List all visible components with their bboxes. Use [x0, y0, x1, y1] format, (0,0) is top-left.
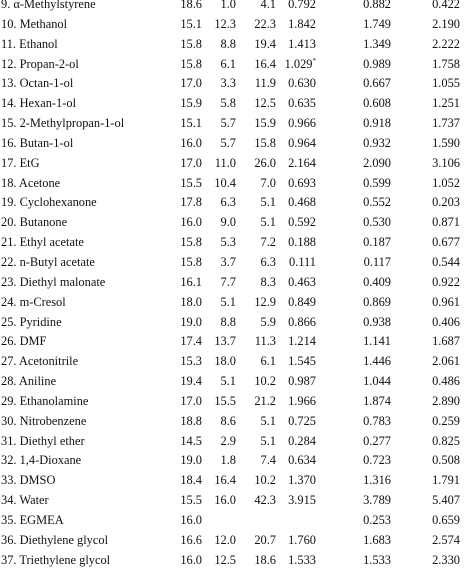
delta-h-cell: 10.2 [254, 374, 276, 389]
delta-h-cell: 22.3 [254, 16, 276, 31]
distance-rb-cell: 1.141 [363, 334, 391, 349]
distance-rc-cell: 1.758 [432, 56, 460, 71]
solvent-name-cell: 30. Nitrobenzene [1, 413, 87, 428]
delta-h-cell: 6.1 [260, 354, 276, 369]
delta-d-cell: 17.4 [180, 334, 202, 349]
distance-ra-cell: 0.866 [288, 314, 316, 329]
delta-h-cell: 7.4 [260, 453, 276, 468]
delta-h-cell: 42.3 [254, 493, 276, 508]
distance-rb-cell: 0.277 [363, 433, 391, 448]
distance-rc-cell: 1.052 [432, 175, 460, 190]
distance-ra-cell: 0.463 [288, 274, 316, 289]
table-row [0, 491, 474, 511]
distance-ra-cell: 0.987 [288, 374, 316, 389]
delta-p-cell: 5.1 [220, 374, 236, 389]
distance-ra-cell: 0.693 [288, 175, 316, 190]
table-row [0, 412, 474, 432]
delta-d-cell: 15.8 [180, 56, 202, 71]
distance-rb-cell: 1.533 [363, 552, 391, 567]
distance-ra-cell: 0.964 [288, 135, 316, 150]
delta-d-cell: 16.0 [180, 512, 202, 527]
delta-h-cell: 7.2 [260, 235, 276, 250]
distance-rb-cell: 1.316 [363, 473, 391, 488]
solvent-name-cell: 22. n-Butyl acetate [1, 254, 95, 269]
solvent-name-cell: 29. Ethanolamine [1, 393, 89, 408]
delta-p-cell: 1.8 [220, 453, 236, 468]
distance-rb-cell: 0.723 [363, 453, 391, 468]
distance-rc-cell: 1.251 [432, 96, 460, 111]
distance-ra-cell: 1.029* [284, 56, 316, 71]
delta-h-cell: 5.9 [260, 314, 276, 329]
delta-p-cell: 7.7 [220, 274, 236, 289]
distance-rc-cell: 0.961 [432, 294, 460, 309]
distance-ra-cell: 0.111 [289, 254, 316, 269]
delta-p-cell: 13.7 [214, 334, 236, 349]
distance-rc-cell: 0.677 [432, 235, 460, 250]
delta-p-cell: 8.8 [220, 36, 236, 51]
solvent-name-cell: 26. DMF [1, 334, 47, 349]
delta-p-cell: 3.7 [220, 254, 236, 269]
delta-h-cell: 12.5 [254, 96, 276, 111]
delta-d-cell: 16.6 [180, 532, 202, 547]
distance-ra-cell: 1.413 [288, 36, 316, 51]
table-row [0, 392, 474, 412]
delta-d-cell: 15.9 [180, 96, 202, 111]
delta-h-cell: 26.0 [254, 155, 276, 170]
distance-rc-cell: 0.508 [432, 453, 460, 468]
table-row [0, 293, 474, 313]
solvent-name-cell: 19. Cyclohexanone [1, 195, 97, 210]
table-row [0, 253, 474, 273]
delta-p-cell: 6.3 [220, 195, 236, 210]
distance-rc-cell: 2.061 [432, 354, 460, 369]
delta-h-cell: 10.2 [254, 473, 276, 488]
solvent-name-cell: 23. Diethyl malonate [1, 274, 106, 289]
table-row [0, 114, 474, 134]
delta-p-cell: 5.3 [220, 235, 236, 250]
distance-rb-cell: 1.044 [363, 374, 391, 389]
delta-p-cell: 5.8 [220, 96, 236, 111]
distance-rc-cell: 2.330 [432, 552, 460, 567]
delta-d-cell: 18.0 [180, 294, 202, 309]
distance-ra-cell: 0.725 [288, 413, 316, 428]
table-row [0, 511, 474, 531]
table-row [0, 372, 474, 392]
delta-d-cell: 17.0 [180, 76, 202, 91]
solvent-name-cell: 27. Acetonitrile [1, 354, 79, 369]
delta-p-cell: 12.5 [214, 552, 236, 567]
distance-rc-cell: 3.106 [432, 155, 460, 170]
table-row [0, 531, 474, 551]
distance-ra-cell: 0.630 [288, 76, 316, 91]
delta-p-cell: 10.4 [214, 175, 236, 190]
delta-d-cell: 16.0 [180, 552, 202, 567]
solvent-name-cell: 24. m-Cresol [1, 294, 66, 309]
solvent-name-cell: 37. Triethylene glycol [1, 552, 111, 567]
solvent-name-cell: 11. Ethanol [1, 36, 58, 51]
distance-ra-cell: 0.792 [288, 0, 316, 11]
delta-d-cell: 19.4 [180, 374, 202, 389]
table-row [0, 193, 474, 213]
delta-d-cell: 19.0 [180, 453, 202, 468]
table-row [0, 273, 474, 293]
distance-rc-cell: 0.871 [432, 215, 460, 230]
table-row [0, 154, 474, 174]
solvent-name-cell: 9. α-Methylstyrene [1, 0, 96, 11]
distance-rb-cell: 0.599 [363, 175, 391, 190]
distance-rb-cell: 1.446 [363, 354, 391, 369]
table-row [0, 55, 474, 75]
delta-d-cell: 16.1 [180, 274, 202, 289]
distance-rc-cell: 0.422 [432, 0, 460, 11]
distance-rb-cell: 0.989 [363, 56, 391, 71]
distance-ra-cell: 1.214 [288, 334, 316, 349]
distance-rc-cell: 2.222 [432, 36, 460, 51]
distance-ra-cell: 1.842 [288, 16, 316, 31]
distance-rc-cell: 0.486 [432, 374, 460, 389]
distance-ra-cell: 0.966 [288, 116, 316, 131]
delta-h-cell: 6.3 [260, 254, 276, 269]
delta-p-cell: 2.9 [220, 433, 236, 448]
distance-ra-cell: 1.545 [288, 354, 316, 369]
delta-d-cell: 15.8 [180, 36, 202, 51]
solvent-name-cell: 36. Diethylene glycol [1, 532, 109, 547]
delta-p-cell: 9.0 [220, 215, 236, 230]
distance-rb-cell: 0.667 [363, 76, 391, 91]
distance-ra-cell: 1.760 [288, 532, 316, 547]
delta-d-cell: 18.6 [180, 0, 202, 11]
distance-ra-cell: 3.915 [288, 493, 316, 508]
delta-d-cell: 15.8 [180, 235, 202, 250]
delta-d-cell: 18.4 [180, 473, 202, 488]
delta-d-cell: 16.0 [180, 135, 202, 150]
delta-d-cell: 14.5 [180, 433, 202, 448]
delta-p-cell: 16.0 [214, 493, 236, 508]
delta-d-cell: 17.0 [180, 393, 202, 408]
delta-h-cell: 5.1 [260, 195, 276, 210]
table-row [0, 213, 474, 233]
distance-rb-cell: 0.187 [363, 235, 391, 250]
table-row [0, 15, 474, 35]
table-row [0, 432, 474, 452]
delta-h-cell: 8.3 [260, 274, 276, 289]
delta-p-cell: 3.3 [220, 76, 236, 91]
distance-rb-cell: 1.749 [363, 16, 391, 31]
distance-rc-cell: 1.737 [432, 116, 460, 131]
delta-h-cell: 5.1 [260, 433, 276, 448]
delta-p-cell: 5.7 [220, 135, 236, 150]
delta-h-cell: 18.6 [254, 552, 276, 567]
distance-rb-cell: 1.874 [363, 393, 391, 408]
distance-rc-cell: 0.406 [432, 314, 460, 329]
solvent-name-cell: 35. EGMEA [1, 512, 64, 527]
distance-rb-cell: 0.608 [363, 96, 391, 111]
distance-ra-cell: 0.284 [288, 433, 316, 448]
distance-rc-cell: 0.659 [432, 512, 460, 527]
table-row [0, 134, 474, 154]
table-row [0, 313, 474, 333]
solvent-name-cell: 21. Ethyl acetate [1, 235, 84, 250]
delta-h-cell: 4.1 [260, 0, 276, 11]
solvent-name-cell: 10. Methanol [1, 16, 68, 31]
distance-ra-cell: 0.635 [288, 96, 316, 111]
distance-rb-cell: 0.552 [363, 195, 391, 210]
distance-rb-cell: 0.869 [363, 294, 391, 309]
solvent-name-cell: 13. Octan-1-ol [1, 76, 74, 91]
distance-rc-cell: 1.590 [432, 135, 460, 150]
solvent-name-cell: 32. 1,4-Dioxane [1, 453, 82, 468]
distance-ra-cell: 0.468 [288, 195, 316, 210]
delta-p-cell: 5.7 [220, 116, 236, 131]
delta-d-cell: 15.3 [180, 354, 202, 369]
delta-d-cell: 18.8 [180, 413, 202, 428]
distance-rc-cell: 2.574 [432, 532, 460, 547]
solvent-name-cell: 12. Propan-2-ol [1, 56, 79, 71]
delta-d-cell: 16.0 [180, 215, 202, 230]
table-row [0, 471, 474, 491]
table-row [0, 94, 474, 114]
distance-ra-cell: 0.849 [288, 294, 316, 309]
table-row [0, 0, 474, 15]
distance-rb-cell: 3.789 [363, 493, 391, 508]
delta-d-cell: 15.5 [180, 493, 202, 508]
distance-rb-cell: 0.918 [363, 116, 391, 131]
footnote-marker: * [312, 56, 316, 65]
solvent-name-cell: 15. 2-Methylpropan-1-ol [1, 116, 125, 131]
distance-ra-cell: 1.533 [288, 552, 316, 567]
distance-rb-cell: 0.409 [363, 274, 391, 289]
delta-d-cell: 15.8 [180, 254, 202, 269]
distance-ra-cell: 1.370 [288, 473, 316, 488]
solvent-name-cell: 28. Aniline [1, 374, 57, 389]
delta-p-cell: 16.4 [214, 473, 236, 488]
delta-h-cell: 12.9 [254, 294, 276, 309]
distance-rb-cell: 0.938 [363, 314, 391, 329]
distance-ra-cell: 0.634 [288, 453, 316, 468]
solvent-name-cell: 33. DMSO [1, 473, 56, 488]
distance-rc-cell: 0.259 [432, 413, 460, 428]
delta-h-cell: 11.9 [254, 76, 276, 91]
delta-h-cell: 21.2 [254, 393, 276, 408]
distance-rc-cell: 0.544 [432, 254, 460, 269]
distance-rc-cell: 0.825 [432, 433, 460, 448]
distance-rb-cell: 1.683 [363, 532, 391, 547]
delta-d-cell: 17.8 [180, 195, 202, 210]
delta-h-cell: 16.4 [254, 56, 276, 71]
solvent-name-cell: 25. Pyridine [1, 314, 62, 329]
delta-h-cell: 5.1 [260, 215, 276, 230]
distance-rc-cell: 1.687 [432, 334, 460, 349]
delta-p-cell: 8.8 [220, 314, 236, 329]
distance-ra-cell: 0.188 [288, 235, 316, 250]
delta-p-cell: 12.3 [214, 16, 236, 31]
delta-d-cell: 15.1 [180, 116, 202, 131]
distance-rb-cell: 0.530 [363, 215, 391, 230]
table-row [0, 451, 474, 471]
distance-rb-cell: 1.349 [363, 36, 391, 51]
delta-p-cell: 8.6 [220, 413, 236, 428]
distance-ra-cell: 0.592 [288, 215, 316, 230]
table-row [0, 174, 474, 194]
delta-h-cell: 15.9 [254, 116, 276, 131]
delta-h-cell: 7.0 [260, 175, 276, 190]
distance-ra-cell: 2.164 [288, 155, 316, 170]
distance-rb-cell: 0.783 [363, 413, 391, 428]
table-row [0, 352, 474, 372]
delta-p-cell: 1.0 [220, 0, 236, 11]
distance-rb-cell: 0.117 [363, 254, 391, 269]
delta-d-cell: 17.0 [180, 155, 202, 170]
table-row [0, 74, 474, 94]
delta-d-cell: 15.5 [180, 175, 202, 190]
solvent-name-cell: 34. Water [1, 493, 49, 508]
delta-h-cell: 11.3 [254, 334, 276, 349]
delta-h-cell: 5.1 [260, 413, 276, 428]
solvent-name-cell: 14. Hexan-1-ol [1, 96, 77, 111]
delta-d-cell: 15.1 [180, 16, 202, 31]
delta-p-cell: 11.0 [214, 155, 236, 170]
delta-h-cell: 19.4 [254, 36, 276, 51]
solvent-name-cell: 20. Butanone [1, 215, 68, 230]
delta-d-cell: 19.0 [180, 314, 202, 329]
distance-rb-cell: 0.932 [363, 135, 391, 150]
distance-rc-cell: 1.055 [432, 76, 460, 91]
distance-rc-cell: 0.203 [432, 195, 460, 210]
table-row [0, 35, 474, 55]
distance-ra-cell: 1.966 [288, 393, 316, 408]
distance-rc-cell: 2.890 [432, 393, 460, 408]
solvent-name-cell: 17. EtG [1, 155, 40, 170]
distance-rc-cell: 1.791 [432, 473, 460, 488]
table-row [0, 233, 474, 253]
table-row [0, 551, 474, 570]
delta-p-cell: 18.0 [214, 354, 236, 369]
distance-rb-cell: 2.090 [363, 155, 391, 170]
table-row [0, 332, 474, 352]
distance-rc-cell: 2.190 [432, 16, 460, 31]
distance-rb-cell: 0.882 [363, 0, 391, 11]
delta-p-cell: 12.0 [214, 532, 236, 547]
solvent-name-cell: 18. Acetone [1, 175, 61, 190]
distance-rc-cell: 0.922 [432, 274, 460, 289]
delta-p-cell: 6.1 [220, 56, 236, 71]
delta-p-cell: 5.1 [220, 294, 236, 309]
distance-rb-cell: 0.253 [363, 512, 391, 527]
solvent-name-cell: 16. Butan-1-ol [1, 135, 74, 150]
distance-rc-cell: 5.407 [432, 493, 460, 508]
solvent-name-cell: 31. Diethyl ether [1, 433, 85, 448]
delta-h-cell: 15.8 [254, 135, 276, 150]
delta-h-cell: 20.7 [254, 532, 276, 547]
delta-p-cell: 15.5 [214, 393, 236, 408]
